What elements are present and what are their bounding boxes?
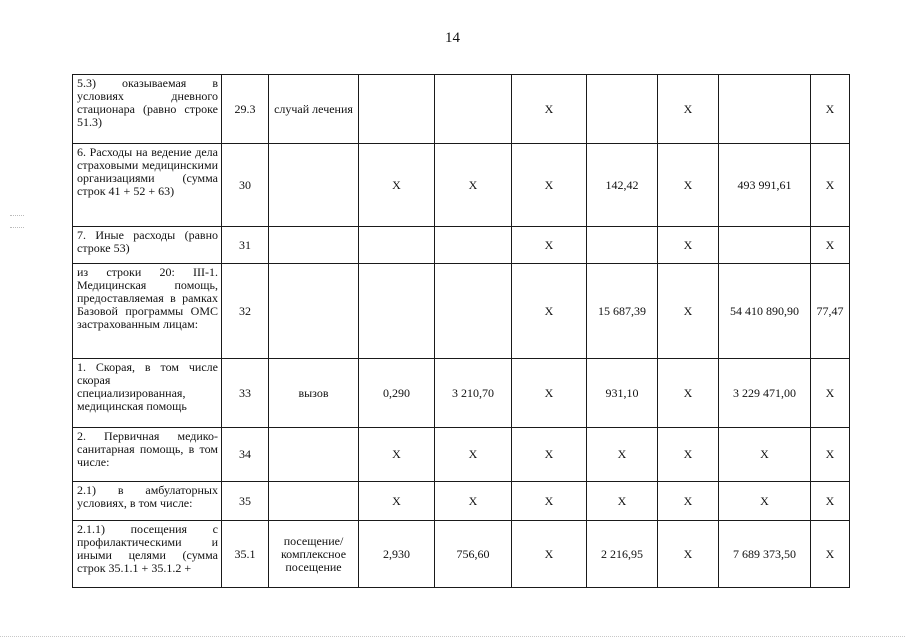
value-cell: X xyxy=(658,227,719,264)
value-cell: X xyxy=(811,482,850,521)
value-cell: 2,930 xyxy=(359,521,435,588)
row-code-cell: 29.3 xyxy=(222,75,269,144)
value-cell xyxy=(435,227,512,264)
unit-cell xyxy=(269,227,359,264)
value-cell: X xyxy=(512,144,587,227)
value-cell: X xyxy=(811,428,850,482)
value-cell: X xyxy=(658,428,719,482)
value-cell: X xyxy=(359,144,435,227)
value-cell: X xyxy=(658,482,719,521)
value-cell: X xyxy=(512,264,587,359)
value-cell xyxy=(587,75,658,144)
value-cell: X xyxy=(512,227,587,264)
value-cell xyxy=(359,227,435,264)
row-code-cell: 33 xyxy=(222,359,269,428)
value-cell xyxy=(587,227,658,264)
value-cell: 2 216,95 xyxy=(587,521,658,588)
row-name-cell: 1. Скорая, в том числе скорая специализированная, медицинская помощь xyxy=(73,359,222,428)
table-row xyxy=(73,482,850,521)
unit-cell xyxy=(269,264,359,359)
value-cell: X xyxy=(435,482,512,521)
value-cell: X xyxy=(658,359,719,428)
row-code-cell: 35 xyxy=(222,482,269,521)
value-cell: X xyxy=(658,144,719,227)
table-row xyxy=(73,227,850,264)
row-name-cell: 2.1) в амбулаторных условиях, в том числе: xyxy=(73,482,222,521)
value-cell: X xyxy=(512,482,587,521)
value-cell xyxy=(435,75,512,144)
value-cell: X xyxy=(811,359,850,428)
value-cell: 7 689 373,50 xyxy=(719,521,811,588)
scan-margin-mark xyxy=(10,215,24,216)
value-cell: X xyxy=(359,428,435,482)
unit-cell: вызов xyxy=(269,359,359,428)
value-cell: X xyxy=(512,428,587,482)
row-name-cell: 2. Первичная медико-санитарная помощь, в том числе: xyxy=(73,428,222,482)
unit-cell xyxy=(269,428,359,482)
unit-cell xyxy=(269,482,359,521)
unit-cell xyxy=(269,144,359,227)
scan-bottom-edge xyxy=(0,636,905,637)
value-cell: 0,290 xyxy=(359,359,435,428)
table-row xyxy=(73,359,850,428)
value-cell xyxy=(359,75,435,144)
row-code-cell: 32 xyxy=(222,264,269,359)
row-name-cell: 2.1.1) посещения с профилактическими и иными целями (сумма строк 35.1.1 + 35.1.2 + xyxy=(73,521,222,588)
unit-cell: случай лечения xyxy=(269,75,359,144)
unit-cell: посещение/ комплексное посещение xyxy=(269,521,359,588)
value-cell: X xyxy=(658,264,719,359)
value-cell xyxy=(719,75,811,144)
value-cell: X xyxy=(719,482,811,521)
scan-margin-mark xyxy=(10,227,24,228)
value-cell: X xyxy=(435,144,512,227)
value-cell: X xyxy=(587,482,658,521)
value-cell: X xyxy=(435,428,512,482)
row-code-cell: 31 xyxy=(222,227,269,264)
row-name-cell: из строки 20: III-1. Медицинская помощь, предоставляемая в рамках Базовой программы ОМС застрахованным лицам: xyxy=(73,264,222,359)
value-cell xyxy=(435,264,512,359)
value-cell: 15 687,39 xyxy=(587,264,658,359)
table-row xyxy=(73,75,850,144)
page-number: 14 xyxy=(445,30,460,46)
value-cell: X xyxy=(811,227,850,264)
table-row xyxy=(73,521,850,588)
data-table xyxy=(72,74,850,588)
value-cell: 142,42 xyxy=(587,144,658,227)
value-cell xyxy=(719,227,811,264)
value-cell: X xyxy=(512,521,587,588)
row-name-cell: 7. Иные расходы (равно строке 53) xyxy=(73,227,222,264)
value-cell: 3 210,70 xyxy=(435,359,512,428)
table-row xyxy=(73,428,850,482)
table-row xyxy=(73,144,850,227)
value-cell: 77,47 xyxy=(811,264,850,359)
value-cell: X xyxy=(512,359,587,428)
value-cell: X xyxy=(811,144,850,227)
value-cell: 756,60 xyxy=(435,521,512,588)
row-code-cell: 30 xyxy=(222,144,269,227)
value-cell: X xyxy=(811,521,850,588)
value-cell: X xyxy=(587,428,658,482)
value-cell: X xyxy=(811,75,850,144)
row-name-cell: 6. Расходы на ведение дела страховыми медицинскими организациями (сумма строк 41 + 52 + 63) xyxy=(73,144,222,227)
value-cell: X xyxy=(658,521,719,588)
value-cell: X xyxy=(512,75,587,144)
value-cell xyxy=(359,264,435,359)
value-cell: 931,10 xyxy=(587,359,658,428)
row-name-cell: 5.3) оказываемая в условиях дневного стационара (равно строке 51.3) xyxy=(73,75,222,144)
row-code-cell: 34 xyxy=(222,428,269,482)
table-row xyxy=(73,264,850,359)
value-cell: X xyxy=(359,482,435,521)
value-cell: 3 229 471,00 xyxy=(719,359,811,428)
value-cell: X xyxy=(719,428,811,482)
row-code-cell: 35.1 xyxy=(222,521,269,588)
value-cell: X xyxy=(658,75,719,144)
value-cell: 493 991,61 xyxy=(719,144,811,227)
value-cell: 54 410 890,90 xyxy=(719,264,811,359)
